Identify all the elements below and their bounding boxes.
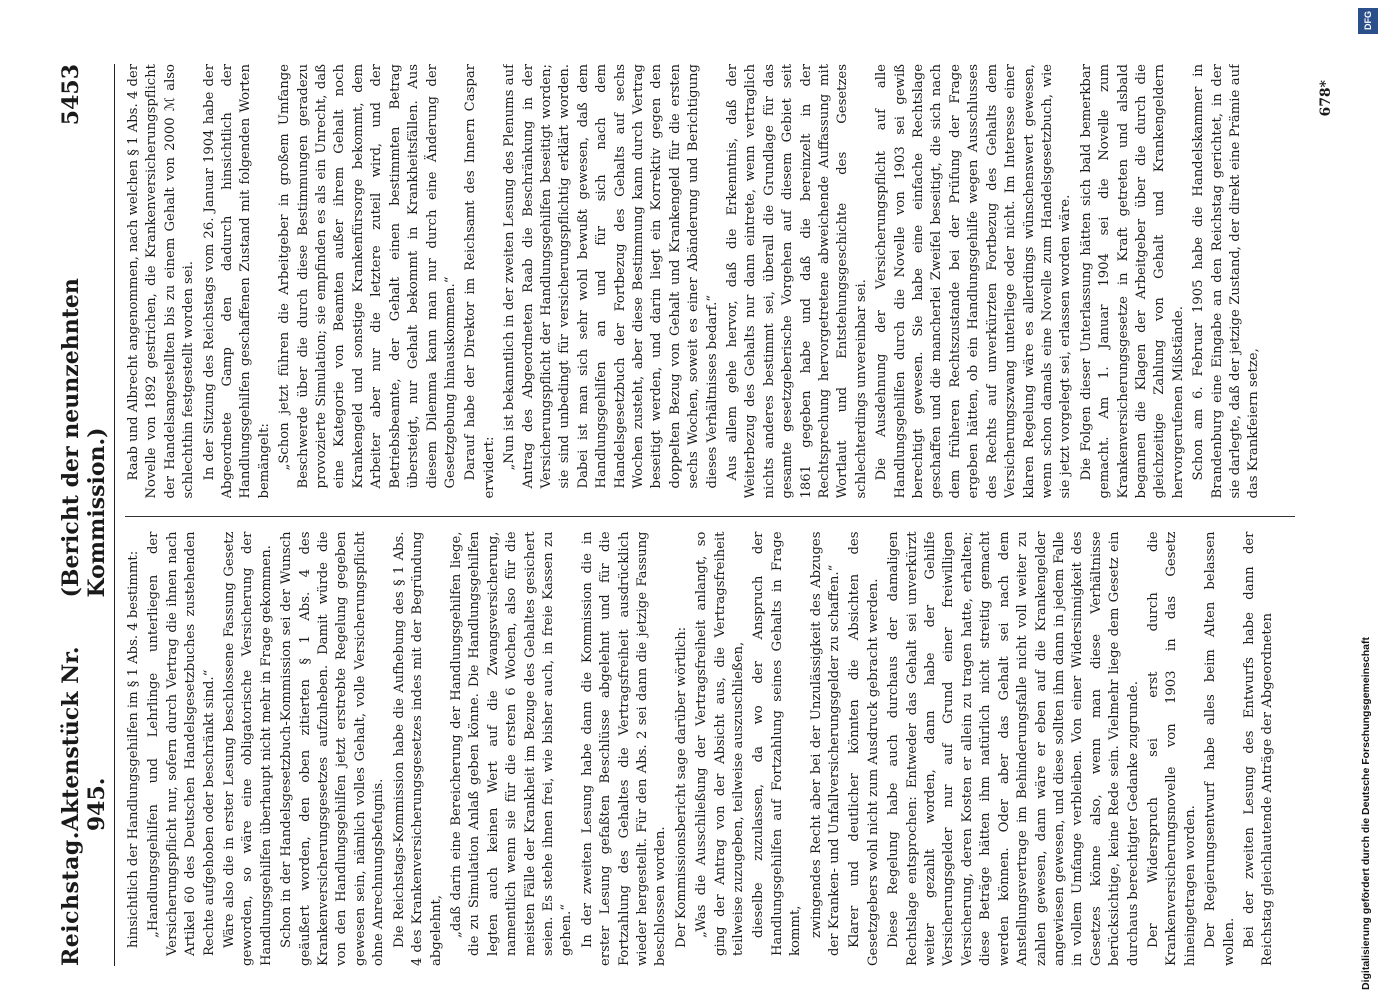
document-page: [50, 50, 1334, 980]
paragraph: Die Ausdehnung der Versicherungspflicht auf alle Handlungsgehilfen durch die Novelle von 1903 sei gewiß berechtigt gewesen. Sie habe eine einfache Rechtslage geschaffen und die mancherlei Zweifel beseitigt, die sich nach dem früheren Rechtszustande bei der Prüfung der Frage ergeben hätten, ob ein Handlungsgehilfe wegen Ausschlusses des Rechts auf unverkürzten Fortbezug des Gehalts dem Versicherungszwang unterliege oder nicht. Im Interesse einer klaren Regelung wäre es allerdings wünschenswert gewesen, wenn schon damals eine Novelle zum Handelsgesetzbuch, wie sie jetzt vorgelegt sei, erlassen worden wäre.: [874, 64, 1074, 499]
paragraph: Die Reichstags-Kommission habe die Aufhebung des § 1 Abs. 4 des Krankenversicherungsgesetzes indes mit der Begründung abgelehnt,: [391, 531, 444, 966]
paragraph: In der Sitzung des Reichstags vom 26. Januar 1904 habe der Abgeordnete Gamp den dadurch hinsichtlich der Handlungsgehilfen geschaffenen Zustand mit folgenden Worten bemängelt:: [201, 64, 272, 499]
page-header: [58, 64, 115, 966]
paragraph: Diese Regelung habe auch durchaus der damaligen Rechtslage entsprochen: Entweder das Gehalt sei unverkürzt weiter gezahlt worden, dann habe der Gehilfe Versicherungsgelder nur auf Grund einer freiwilligen Versicherung, deren Kosten er allein zu tragen hatte, erhalten; diese Beträge hätten ihm natürlich nicht streitig gemacht werden können. Oder aber das Gehalt sei nach dem Anstellungsvertrage im Behinderungsfalle nicht voll weiter zu zahlen gewesen, dann wäre er eben auf die Krankengelder angewiesen gewesen, und diese sollten ihm dann in jedem Falle in vollem Umfange verbleiben. Von einer Widersinnigkeit des Gesetzes könne also, wenn man diese Verhältnisse berücksichtige, keine Rede sein. Vielmehr liege dem Gesetz ein durchaus berechtigter Gedanke zugrunde.: [886, 531, 1141, 966]
paragraph: In der zweiten Lesung habe dann die Kommission die in erster Lesung gefaßten Beschlüsse abgelehnt und für die Fortzahlung des Gehaltes die Vertragsfreiheit ausdrücklich wieder hergestellt. Für den Abs. 2 sei dann die jetzige Fassung beschlossen worden.: [579, 531, 669, 966]
paragraph: „Nun ist bekanntlich in der zweiten Lesung des Plenums auf Antrag des Abgeordneten Raab die Beschränkung in der Versicherungspflicht der Handlungsgehilfen beseitigt worden; sie sind unbedingt für versicherungspflichtig erklärt worden. Dabei ist man sich sehr wohl bewußt gewesen, daß dem Handlungsgehilfen an und für sich nach dem Handelsgesetzbuch der Fortbezug des Gehalts auf sechs Wochen zusteht, aber diese Bestimmung kann durch Vertrag beseitigt werden, und darin liegt ein Korrektiv gegen den doppelten Bezug von Gehalt und Krankengeld für die ersten sechs Wochen, soweit es einer Abänderung und Berichtigung dieses Verhältnisses bedarf.“: [502, 64, 720, 489]
paragraph: Der Kommissionsbericht sage darüber wörtlich:: [673, 626, 689, 948]
paragraph: „Schon jetzt führen die Arbeitgeber in großem Umfange Beschwerde über die durch diese Bestimmungen geradezu provozierte Simulation; sie empfinden es als ein Unrecht, daß eine Kategorie von Beamten außer ihrem Gehalt noch Krankengeld und sonstige Krankenfürsorge bekommt, dem Arbeiter aber nur die letztere zuteil wird, und der Betriebsbeamte, der Gehalt einen bestimmten Betrag übersteigt, nur Gehalt bekommt in Krankheitsfällen. Aus diesem Dilemma kann man nur durch eine Änderung der Gesetzgebung hinauskommen.“: [277, 64, 458, 489]
paragraph: Darauf habe der Direktor im Reichsamt des Innern Caspar erwidert:: [463, 64, 497, 499]
paragraph: Schon in der Handelsgesetzbuch-Kommission sei der Wunsch geäußert worden, den oben zitierten § 1 Abs. 4 des Krankenversicherungsgesetzes aufzuheben. Damit würde die von den Handlungsgehilfen jetzt erstrebte Regelung gegeben gewesen sein, nämlich volles Gehalt, volle Versicherungspflicht ohne Anrechnungsbefugnis.: [279, 531, 387, 966]
paragraph: Schon am 6. Februar 1905 habe die Handelskammer in Brandenburg eine Eingabe an den Reichstag gerichtet, in der sie darlegte, daß der jetzige Zustand, der direkt eine Prämie auf das Krankfeiern setze,: [1191, 64, 1262, 499]
text-column-right: [125, 64, 1295, 499]
page-number: 5453: [58, 64, 84, 126]
paragraph: „Was die Ausschließung der Vertragsfreiheit anlangt, so ging der Antrag von der Absicht aus, die Vertragsfreiheit teilweise zuzugeben, teilweise auszuschließen,: [694, 531, 746, 956]
sheet-signature: 678*: [1318, 80, 1334, 117]
paragraph: Aus allem gehe hervor, daß die Erkenntnis, daß der Weiterbezug des Gehalts nur dann eintrete, wenn vertraglich nichts anderes bestimmt sei, überall die Grundlage für das gesamte gesetzgeberische Vorgehen auf diesem Gebiet seit 1861 gegeben habe und daß die bereinzelt in der Rechtsprechung hervorgetretene abweichende Auffassung mit Wortlaut und Entstehungsgeschichte des Gesetzes schlechterdings unvereinbar sei.: [725, 64, 869, 499]
paragraph: Der Widerspruch sei erst durch die Krankenversicherungsnovelle von 1903 in das Gesetz hineingetragen worden.: [1145, 531, 1198, 966]
digitization-credit: Digitalisierung gefördert durch die Deutsche Forschungsgemeinschaft: [1360, 637, 1372, 990]
header-left: Reichstag.: [58, 831, 84, 966]
paragraph: Wäre also die in erster Lesung beschlossene Fassung Gesetz geworden, so wäre eine obligatorische Versicherung der Handlungsgehilfen überhaupt nicht mehr in Frage gekommen.: [222, 531, 274, 966]
paragraph: „daß darin eine Bereicherung der Handlungsgehilfen liege, die zu Simulation Anlaß geben könne. Die Handlungsgehilfen legten auch keinen Wert auf die Zwangsversicherung, namentlich wenn sie für die ersten 6 Wochen, also für die meisten Fälle der Krankheit im Bezuge des Gehaltes gesichert seien. Es stehe ihnen frei, wie bisher auch, in freie Kassen zu gehen.“: [448, 531, 575, 956]
paragraph: Bei der zweiten Lesung des Entwurfs habe dann der Reichstag gleichlautende Anträge der Abgeordneten: [1241, 531, 1276, 966]
paragraph: hinsichtlich der Handlungsgehilfen im § 1 Abs. 4 bestimmt:: [126, 550, 141, 948]
header-document-number: Aktenstück Nr. 945.: [58, 646, 110, 832]
paragraph: Klarer und deutlicher könnten die Absichten des Gesetzgebers wohl nicht zum Ausdruck gebracht werden.: [847, 531, 881, 966]
paragraph: Raab und Albrecht angenommen, nach welchen § 1 Abs. 4 der Novelle von 1892 gestrichen, die Krankenversicherungspflicht der Handelsangestellten bis zu einem Gehalt von 2000 ℳ also schlechthin festgestellt worden sei.: [126, 64, 197, 499]
paragraph: dieselbe zuzulassen, da wo der Anspruch der Handlungsgehilfen auf Fortzahlung seines Gehalts in Frage kommt,: [751, 531, 804, 956]
paragraph: zwingendes Recht aber bei der Unzulässigkeit des Abzuges der Kranken- und Unfallversicherungsgelder zu schaffen.“: [808, 531, 843, 956]
dfg-logo: DFG: [1358, 8, 1378, 34]
text-column-left: [125, 517, 1295, 967]
paragraph: „Handlungsgehilfen und Lehrlinge unterliegen der Versicherungspflicht nur, sofern durch Vertrag die ihnen nach Artikel 60 des Deutschen Handelsgesetzbuches zustehenden Rechte aufgehoben oder beschränkt sind.“: [146, 531, 217, 956]
header-report-title: (Bericht der neunzehnten Kommission.): [58, 278, 110, 598]
paragraph: Die Folgen dieser Unterlassung hätten sich bald bemerkbar gemacht. Am 1. Januar 1904 sei die Novelle zum Krankenversicherungsgesetze in Kraft getreten und alsbald begannen die Klagen der Arbeitgeber über die durch die gleichzeitige Zahlung von Gehalt und Krankengeldern hervorgerufenen Mißstände.: [1078, 64, 1186, 499]
paragraph: Der Regierungsentwurf habe alles beim Alten belassen wollen.: [1203, 531, 1237, 966]
